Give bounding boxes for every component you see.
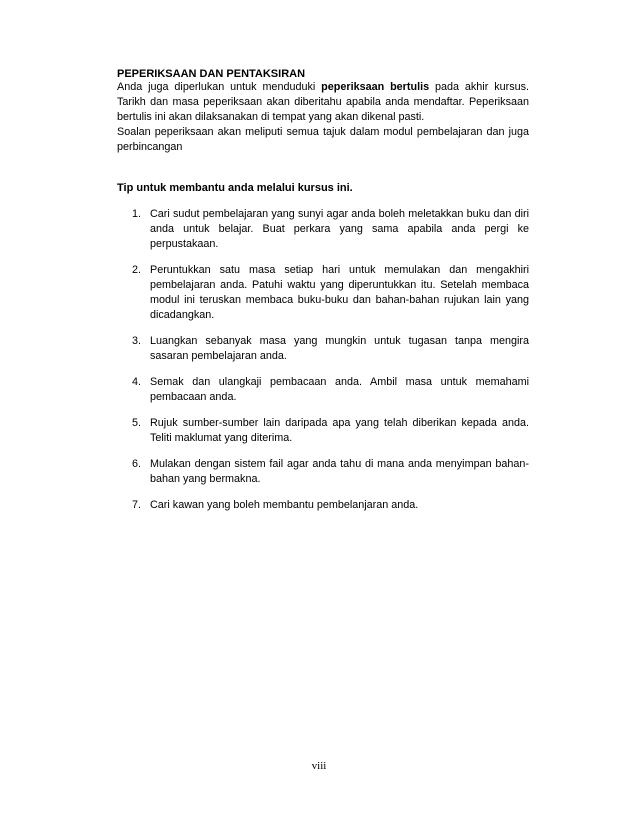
exam-paragraph-start: Anda juga diperlukan untuk menduduki: [117, 81, 322, 93]
list-item-text: Cari kawan yang boleh membantu pembelanjaran anda.: [150, 499, 419, 511]
list-item-text: Semak dan ulangkaji pembacaan anda. Ambil masa untuk memahami pembacaan anda.: [150, 376, 529, 403]
list-item-number: 6.: [132, 458, 142, 470]
list-item-number: 1.: [132, 208, 142, 220]
list-item-text: Mulakan dengan sistem fail agar anda tahu di mana anda menyimpan bahan-bahan yang bermakna.: [150, 458, 529, 485]
list-item-text: Rujuk sumber-sumber lain daripada apa yang telah diberikan kepada anda. Teliti maklumat yang diterima.: [150, 417, 529, 444]
list-item: [117, 416, 529, 446]
list-item: [117, 457, 529, 487]
exam-paragraph-bold: peperiksaan bertulis: [321, 81, 430, 93]
exam-scope-paragraph: Soalan peperiksaan akan meliputi semua tajuk dalam modul pembelajaran dan juga perbincangan: [117, 126, 529, 153]
section-title: PEPERIKSAAN DAN PENTAKSIRAN: [117, 68, 306, 80]
exam-paragraph: [117, 80, 529, 125]
exam-paragraph-end: pada akhir kursus. Tarikh dan masa peperiksaan akan diberitahu apabila anda mendaftar. Peperiksaan bertulis ini akan dilaksanakan di tempat yang akan dikenal pasti.: [117, 81, 530, 123]
tips-title: Tip untuk membantu anda melalui kursus ini.: [117, 182, 353, 194]
list-item-text: Cari sudut pembelajaran yang sunyi agar anda boleh meletakkan buku dan diri anda untuk belajar. Buat perkara yang sama apabila anda pergi ke perpustakaan.: [150, 208, 529, 250]
list-item-number: 7.: [132, 499, 142, 511]
document-page: [117, 68, 529, 524]
list-item-number: 2.: [132, 264, 142, 276]
list-item: [117, 263, 529, 323]
list-item-text: Luangkan sebanyak masa yang mungkin untuk tugasan tanpa mengira sasaran pembelajaran anda.: [150, 335, 529, 362]
list-item: [117, 375, 529, 405]
list-item: [117, 498, 529, 513]
list-item-text: Peruntukkan satu masa setiap hari untuk memulakan dan mengakhiri pembelajaran anda. Patuhi waktu yang diperuntukkan itu. Setelah membaca modul ini teruskan membaca buku-buku dan bahan-bahan rujukan lain yang dicadangkan.: [150, 264, 529, 321]
tips-list: [117, 207, 529, 513]
page-number: viii: [311, 760, 327, 772]
list-item-number: 3.: [132, 335, 142, 347]
list-item-number: 5.: [132, 417, 142, 429]
list-item-number: 4.: [132, 376, 142, 388]
list-item: [117, 334, 529, 364]
list-item: [117, 207, 529, 252]
